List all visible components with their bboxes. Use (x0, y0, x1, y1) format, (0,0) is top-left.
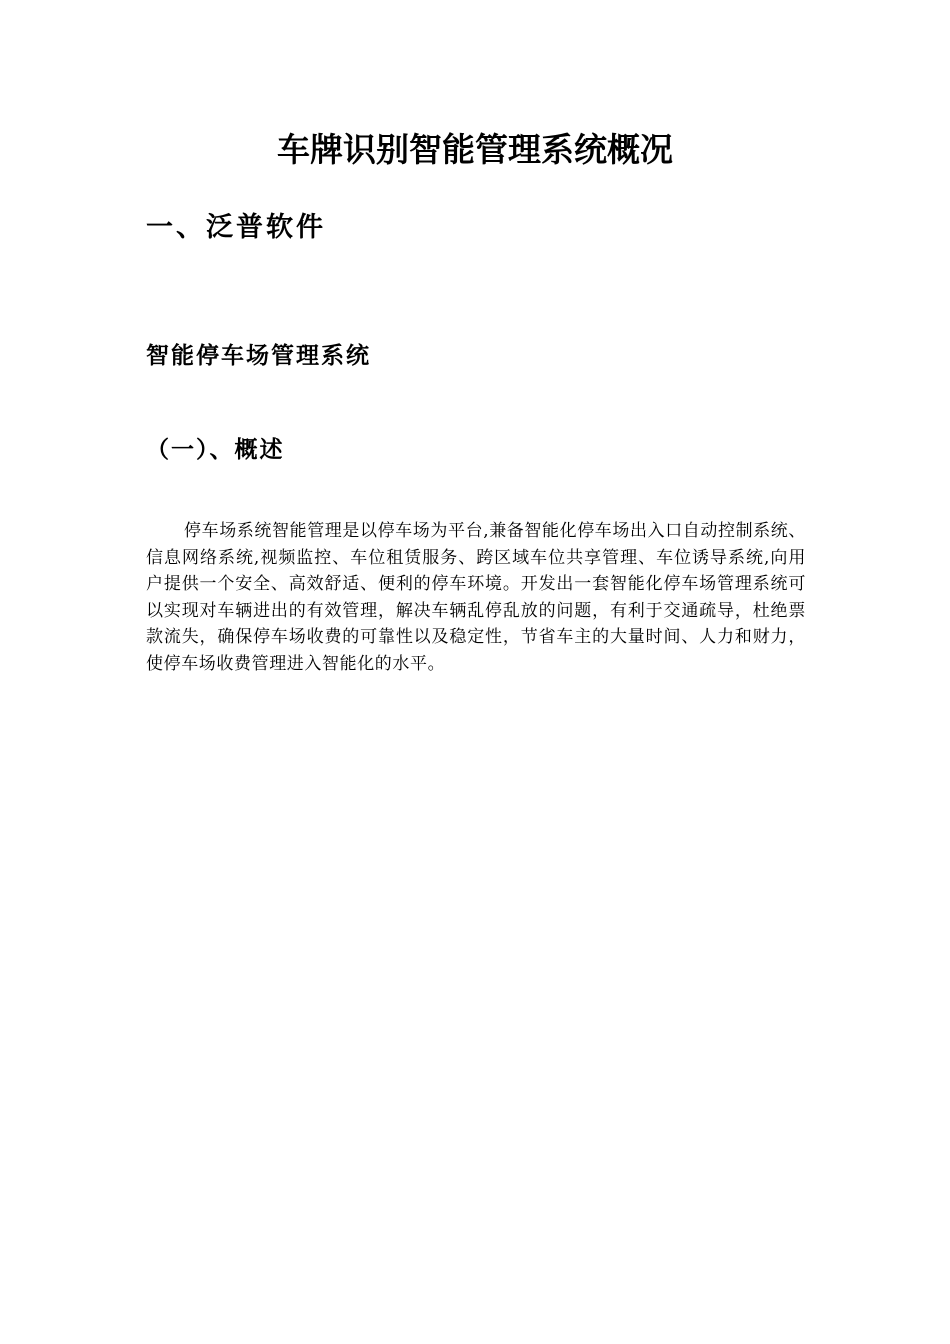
section-heading: 一、泛普软件 (146, 212, 326, 243)
document-title: 车牌识别智能管理系统概况 (277, 130, 673, 169)
overview-paragraph: 停车场系统智能管理是以停车场为平台,兼备智能化停车场出入口自动控制系统、信息网络系统,视频监控、车位租赁服务、跨区域车位共享管理、车位诱导系统,向用户提供一个安全、高效舒适、便利的停车环境。开发出一套智能化停车场管理系统可以实现对车辆进出的有效管理，解决车辆乱停乱放的问题，有利于交通疏导，杜绝票款流失，确保停车场收费的可靠性以及稳定性，节省车主的大量时间、人力和财力，使停车场收费管理进入智能化的水平。 (146, 521, 807, 674)
sub-subsection-heading: （一）、概述 (146, 436, 285, 463)
subsection-heading: 智能停车场管理系统 (146, 342, 371, 369)
